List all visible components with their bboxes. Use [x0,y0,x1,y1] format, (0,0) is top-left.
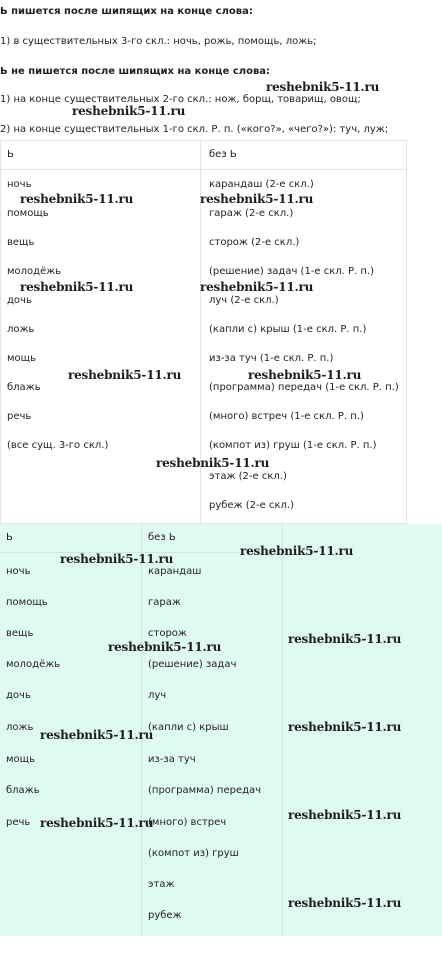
watermark: reshebnik5-11.ru [20,280,134,294]
watermark: reshebnik5-11.ru [40,816,154,830]
table-2-left-cell: ночь [6,566,31,577]
watermark: reshebnik5-11.ru [156,456,270,470]
watermark: reshebnik5-11.ru [68,368,182,382]
table-2-left-cell: вещь [6,628,34,639]
table-1-left-cell: ложь [7,324,35,335]
table-2-left-cell: помощь [6,597,48,608]
table-1-right-cell: рубеж (2-е скл.) [209,500,294,511]
rule2-item1: 1) на конце существительных 2-го скл.: нож, борщ, товарищ, овощ; [0,94,361,105]
table-1-left-cell: блажь [7,382,41,393]
rule2-item2: 2) на конце существительных 1-го скл. Р. п. («кого?», «чего?»): туч, луж; [0,124,389,135]
watermark: reshebnik5-11.ru [108,640,222,654]
watermark: reshebnik5-11.ru [288,808,402,822]
table-2-right-cell: карандаш [148,566,202,577]
table-1-left-cell: помощь [7,208,49,219]
table-2-right-cell: этаж [148,879,175,890]
watermark: reshebnik5-11.ru [200,192,314,206]
table-1-left-cell: речь [7,411,32,422]
table-2-left-cell: ложь [6,722,34,733]
table-2-right-cell: (капли с) крыш [148,722,229,733]
table-2-right-cell: (программа) передач [148,785,262,796]
table-1-right-cell: карандаш (2-е скл.) [209,179,314,190]
table-2-right-cell: луч [148,690,167,701]
watermark: reshebnik5-11.ru [40,728,154,742]
table-1-right-cell: луч (2-е скл.) [209,295,279,306]
table-1-left-cell: ночь [7,179,32,190]
table-1-header-soft-sign: Ь [7,149,14,160]
watermark: reshebnik5-11.ru [288,720,402,734]
table-1-right-cell: (капли с) крыш (1-е скл. Р. п.) [209,324,367,335]
watermark: reshebnik5-11.ru [266,80,380,94]
table-1-left-cell: дочь [7,295,32,306]
watermark: reshebnik5-11.ru [200,280,314,294]
table-2-right-cell: (решение) задач [148,659,237,670]
watermark: reshebnik5-11.ru [248,368,362,382]
table-2-right-cell: сторож [148,628,187,639]
table-2-right-cell: гараж [148,597,181,608]
table-2-header-soft-sign: Ь [6,532,13,543]
table-1-right-cell: из-за туч (1-е скл. Р. п.) [209,353,334,364]
table-1-header [1,141,406,170]
table-1-left-cell: мощь [7,353,36,364]
table-2-left-cell: дочь [6,690,31,701]
table-2-right-cell: (много) встреч [148,817,227,828]
table-1-right-cell: (много) встреч (1-е скл. Р. п.) [209,411,364,422]
table-1-left-cell: вещь [7,237,35,248]
table-2-left-cell: мощь [6,754,35,765]
table-1-right-cell: гараж (2-е скл.) [209,208,294,219]
table-2-header-no-soft-sign: без Ь [148,532,176,543]
table-2-left-cell: блажь [6,785,40,796]
table-2-right-cell: (компот из) груш [148,848,239,859]
table-1-right-cell: (программа) передач (1-е скл. Р. п.) [209,382,399,393]
rule2-title: Ь не пишется после шипящих на конце слова: [0,66,271,77]
table-2-right-cell: из-за туч [148,754,196,765]
table-1-right-cell: (компот из) груш (1-е скл. Р. п.) [209,440,377,451]
watermark: reshebnik5-11.ru [72,104,186,118]
watermark: reshebnik5-11.ru [60,552,174,566]
table-1-right-cell: этаж (2-е скл.) [209,471,287,482]
watermark: reshebnik5-11.ru [288,632,402,646]
table-1-right-cell: (решение) задач (1-е скл. Р. п.) [209,266,375,277]
rule1-title: Ь пишется после шипящих на конце слова: [0,6,253,17]
rule1-item: 1) в существительных 3-го скл.: ночь, рожь, помощь, ложь; [0,36,317,47]
watermark: reshebnik5-11.ru [288,896,402,910]
table-1-header-no-soft-sign: без Ь [209,149,237,160]
table-2-left-cell: речь [6,817,31,828]
table-2-right-cell: рубеж [148,910,182,921]
table-2-left-cell: молодёжь [6,659,61,670]
watermark: reshebnik5-11.ru [20,192,134,206]
watermark: reshebnik5-11.ru [240,544,354,558]
table-1-right-cell: сторож (2-е скл.) [209,237,300,248]
table-1-left-cell: (все сущ. 3-го скл.) [7,440,109,451]
table-1-left-cell: молодёжь [7,266,62,277]
